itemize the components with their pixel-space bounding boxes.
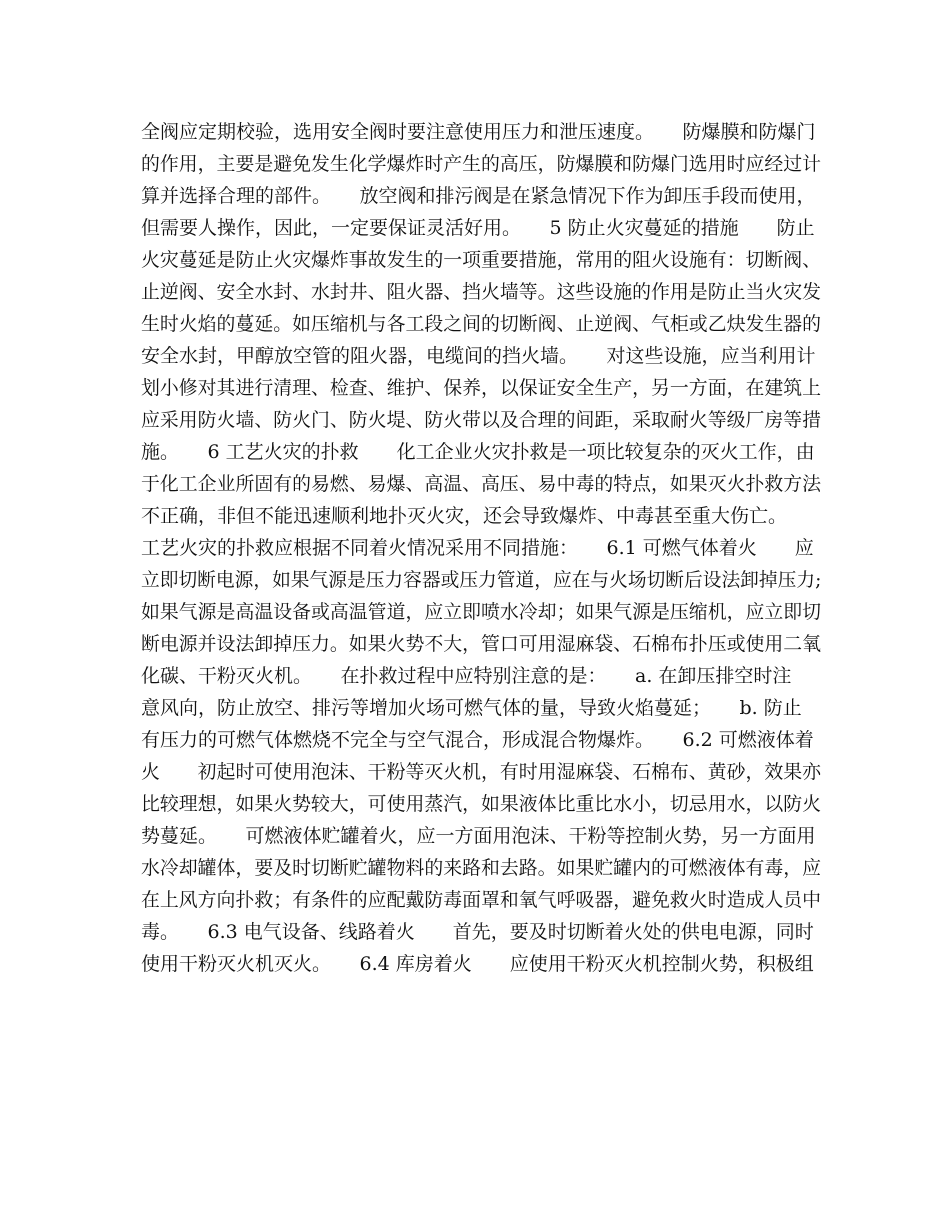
text-line: 安全水封，甲醇放空管的阻火器，电缆间的挡火墙。 对这些设施，应当利用计 xyxy=(141,345,816,367)
text-line: 施。 6 工艺火灾的扑救 化工企业火灾扑救是一项比较复杂的灭火工作，由 xyxy=(141,441,815,463)
text-line: 全阀应定期校验，选用安全阀时要注意使用压力和泄压速度。 防爆膜和防爆门 xyxy=(141,121,816,143)
text-line: 势蔓延。 可燃液体贮罐着火，应一方面用泡沫、干粉等控制火势，另一方面用 xyxy=(141,825,816,847)
text-line: 比较理想，如果火势较大，可使用蒸汽，如果液体比重比水小，切忌用水，以防火 xyxy=(141,793,822,815)
text-line: 不正确，非但不能迅速顺利地扑灭火灾，还会导致爆炸、中毒甚至重大伤亡。 xyxy=(141,505,816,527)
text-line: 断电源并设法卸掉压力。如果火势不大，管口可用湿麻袋、石棉布扑压或使用二氧 xyxy=(141,633,822,655)
text-line: 应采用防火墙、防火门、防火堤、防火带以及合理的间距，采取耐火等级厂房等措 xyxy=(141,409,822,431)
text-line: 有压力的可燃气体燃烧不完全与空气混合，形成混合物爆炸。 6.2 可燃液体着 xyxy=(141,729,814,751)
text-line: 在上风方向扑救；有条件的应配戴防毒面罩和氧气呼吸器，避免救火时造成人员中 xyxy=(141,889,822,911)
text-line: 止逆阀、安全水封、水封井、阻火器、挡火墙等。这些设施的作用是防止当火灾发 xyxy=(141,281,822,303)
text-line: 如果气源是高温设备或高温管道，应立即喷水冷却；如果气源是压缩机，应立即切 xyxy=(141,601,822,623)
text-line: 立即切断电源，如果气源是压力容器或压力管道，应在与火场切断后设法卸掉压力; xyxy=(141,569,822,591)
text-line: 于化工企业所固有的易燃、易爆、高温、高压、易中毒的特点，如果灭火扑救方法 xyxy=(141,473,822,495)
text-line: 使用干粉灭火机灭火。 6.4 库房着火 应使用干粉灭火机控制火势，积极组 xyxy=(141,953,814,975)
text-line: 火 初起时可使用泡沫、干粉等灭火机，有时用湿麻袋、石棉布、黄砂，效果亦 xyxy=(141,761,822,783)
text-line: 的作用，主要是避免发生化学爆炸时产生的高压，防爆膜和防爆门选用时应经过计 xyxy=(141,153,822,175)
text-line: 划小修对其进行清理、检查、维护、保养，以保证安全生产，另一方面，在建筑上 xyxy=(141,377,822,399)
text-line: 毒。 6.3 电气设备、线路着火 首先，要及时切断着火处的供电电源，同时 xyxy=(141,921,814,943)
text-line: 火灾蔓延是防止火灾爆炸事故发生的一项重要措施，常用的阻火设施有：切断阀、 xyxy=(141,249,822,271)
text-line: 生时火焰的蔓延。如压缩机与各工段之间的切断阀、止逆阀、气柜或乙炔发生器的 xyxy=(141,313,822,335)
text-line: 水冷却罐体，要及时切断贮罐物料的来路和去路。如果贮罐内的可燃液体有毒，应 xyxy=(141,857,822,879)
text-line: 算并选择合理的部件。 放空阀和排污阀是在紧急情况下作为卸压手段而使用， xyxy=(141,185,816,207)
text-line: 意风向，防止放空、排污等增加火场可燃气体的量，导致火焰蔓延； b. 防止 xyxy=(141,697,802,719)
text-line: 化碳、干粉灭火机。 在扑救过程中应特别注意的是： a. 在卸压排空时注 xyxy=(141,665,792,687)
text-line: 工艺火灾的扑救应根据不同着火情况采用不同措施： 6.1 可燃气体着火 应 xyxy=(141,537,814,559)
text-line: 但需要人操作，因此，一定要保证灵活好用。 5 防止火灾蔓延的措施 防止 xyxy=(141,217,815,239)
